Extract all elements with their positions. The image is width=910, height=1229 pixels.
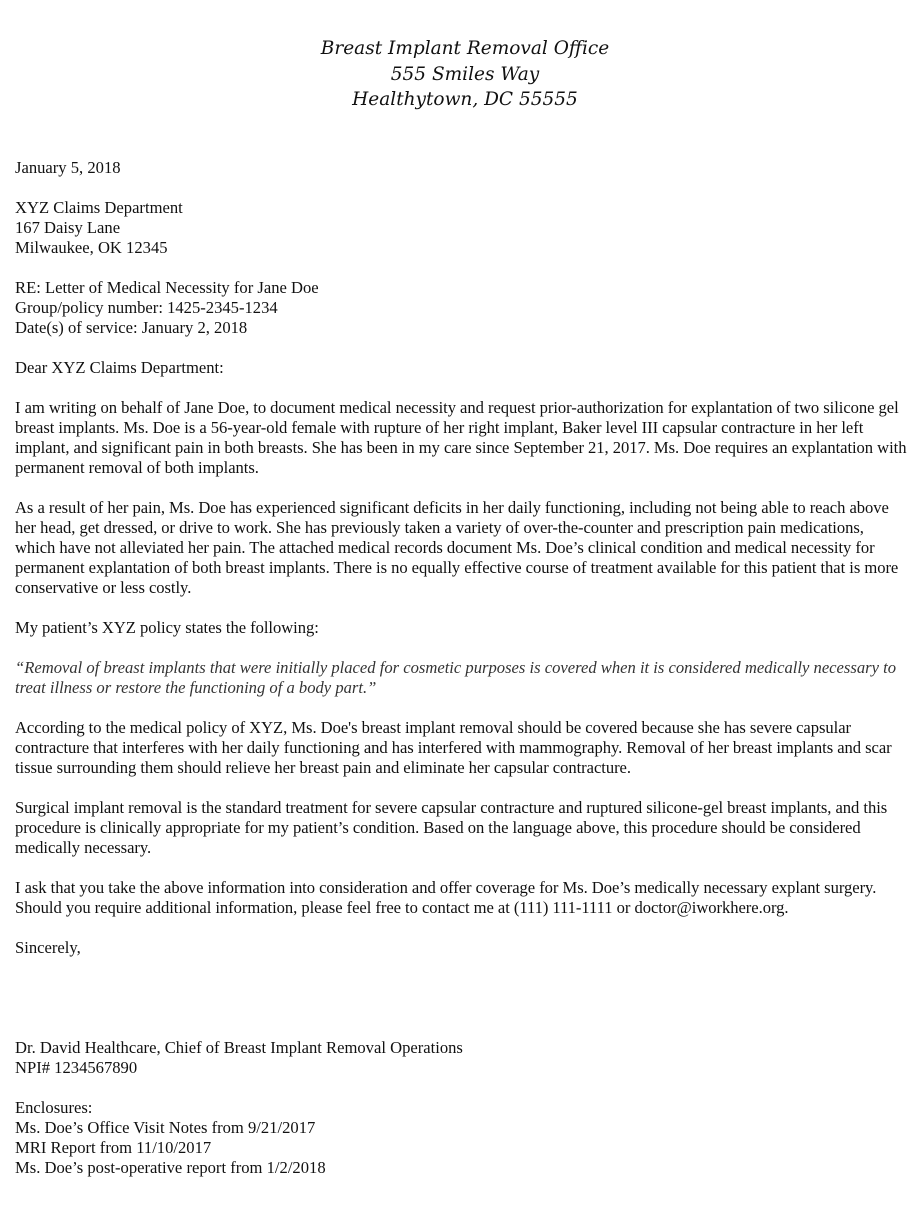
letter-date-block bbox=[15, 158, 907, 178]
signature-block bbox=[15, 1038, 907, 1078]
closing: Sincerely, bbox=[15, 938, 81, 957]
enclosure-item: Ms. Doe’s Office Visit Notes from 9/21/2017 bbox=[15, 1118, 316, 1137]
policy-quote: “Removal of breast implants that were initially placed for cosmetic purposes is covered when it is considered medically necessary to treat illness or restore the functioning of a body part.” bbox=[15, 658, 896, 697]
signature-name-title: Dr. David Healthcare, Chief of Breast Implant Removal Operations bbox=[15, 1038, 463, 1057]
signature-npi: NPI# 1234567890 bbox=[15, 1058, 138, 1077]
closing-block bbox=[15, 938, 907, 958]
letter-body bbox=[15, 158, 907, 1198]
office-name: Breast Implant Removal Office bbox=[320, 38, 610, 59]
letter-date: January 5, 2018 bbox=[15, 158, 121, 177]
salutation: Dear XYZ Claims Department: bbox=[15, 358, 224, 377]
paragraph-policy-intro: My patient’s XYZ policy states the following: bbox=[15, 618, 319, 637]
salutation-block bbox=[15, 358, 907, 378]
re-line: RE: Letter of Medical Necessity for Jane Doe bbox=[15, 278, 319, 297]
paragraph-coverage-request: I ask that you take the above information into consideration and offer coverage for Ms. Doe’s medically necessary explant surgery. Should you require additional information, please feel free to contact me at (111) 111-1111 or doctor@iworkhere.org. bbox=[15, 878, 877, 917]
enclosures-heading: Enclosures: bbox=[15, 1098, 93, 1117]
paragraph-request: I am writing on behalf of Jane Doe, to document medical necessity and request prior-authorization for explantation of two silicone gel breast implants. Ms. Doe is a 56-year-old female with rupture of her right implant, Baker level III capsular contracture in her left implant, and significant pain in both breasts. She has been in my care since September 21, 2017. Ms. Doe requires an explantation with permanent removal of both implants. bbox=[15, 398, 907, 477]
paragraph-deficits: As a result of her pain, Ms. Doe has experienced significant deficits in her daily functioning, including not being able to reach above her head, get dressed, or drive to work. She has previously taken a variety of over-the-counter and prescription pain medications, which have not alleviated her pain. The attached medical records document Ms. Doe’s clinical condition and medical necessity for permanent explantation of both breast implants. There is no equally effective course of treatment available for this patient that is more conservative or less costly. bbox=[15, 498, 899, 597]
letterhead bbox=[0, 36, 910, 113]
enclosure-item: Ms. Doe’s post-operative report from 1/2/2018 bbox=[15, 1158, 326, 1177]
office-city-line: Healthytown, DC 55555 bbox=[352, 89, 578, 110]
policy-number-line: Group/policy number: 1425-2345-1234 bbox=[15, 298, 278, 317]
reference-block bbox=[15, 278, 907, 338]
recipient-city-line: Milwaukee, OK 12345 bbox=[15, 238, 168, 257]
service-date-line: Date(s) of service: January 2, 2018 bbox=[15, 318, 248, 337]
paragraph-policy-coverage: According to the medical policy of XYZ, Ms. Doe's breast implant removal should be covered because she has severe capsular contracture that interferes with her daily functioning and has interfered with mammography. Removal of her breast implants and scar tissue surrounding them should relieve her breast pain and eliminate her capsular contracture. bbox=[15, 718, 892, 777]
paragraph-standard-treatment: Surgical implant removal is the standard treatment for severe capsular contracture and ruptured silicone-gel breast implants, and this procedure is clinically appropriate for my patient’s condition. Based on the language above, this procedure should be considered medically necessary. bbox=[15, 798, 888, 857]
recipient-address bbox=[15, 198, 907, 258]
recipient-name: XYZ Claims Department bbox=[15, 198, 183, 217]
recipient-street: 167 Daisy Lane bbox=[15, 218, 121, 237]
signature-space bbox=[15, 978, 907, 1038]
office-street: 555 Smiles Way bbox=[390, 63, 540, 85]
enclosures-block bbox=[15, 1098, 907, 1178]
enclosure-item: MRI Report from 11/10/2017 bbox=[15, 1138, 212, 1157]
